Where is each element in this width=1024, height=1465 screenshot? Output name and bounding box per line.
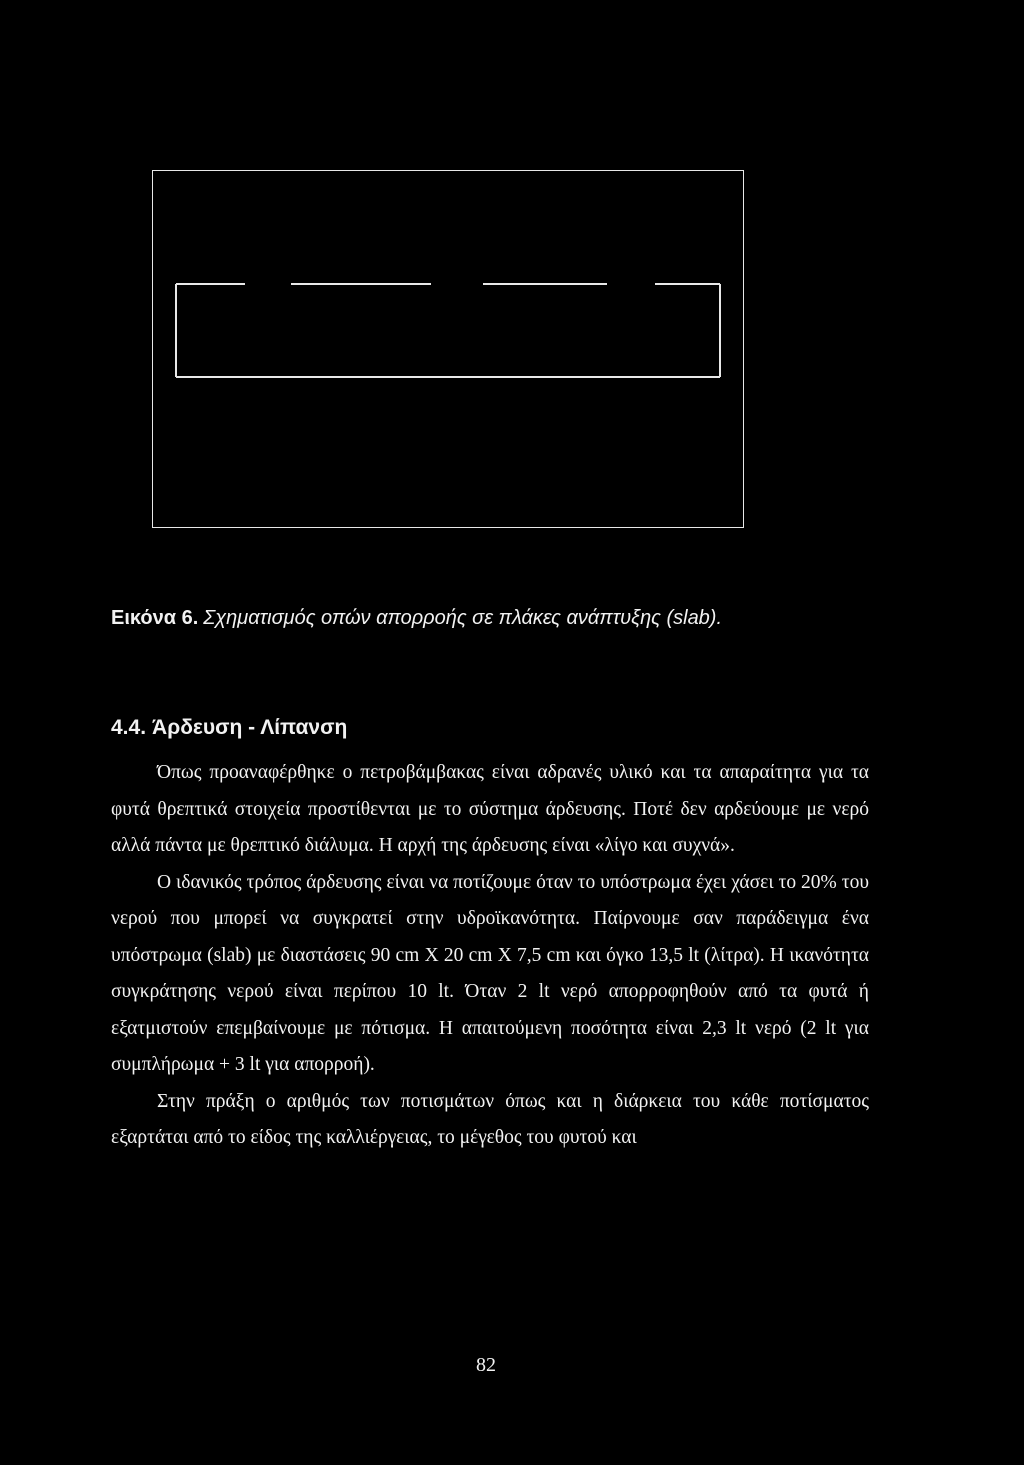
figure-caption: [111, 607, 722, 630]
slab-drawing: [175, 282, 721, 378]
section-heading: [111, 716, 347, 740]
paragraph: Όπως προαναφέρθηκε ο πετροβάμβακας είναι αδρανές υλικό και τα απαραίτητα για τα φυτά θρεπτικά στοιχεία προστίθενται με το σύστημα άρδευσης. Ποτέ δεν αρδεύουμε με νερό αλλά πάντα με θρεπτικό διάλυμα. Η αρχή της άρδευσης είναι «λίγο και συχνά».: [111, 762, 869, 856]
figure-label: Εικόνα 6.: [111, 607, 199, 629]
page-number: 82: [476, 1354, 496, 1376]
slab-outline-svg: [175, 282, 721, 378]
section-title: Άρδευση - Λίπανση: [152, 716, 348, 739]
figure-caption-text: Σχηματισμός οπών απορροής σε πλάκες ανάπτυξης (slab).: [203, 607, 723, 629]
section-number: 4.4.: [111, 716, 147, 739]
body-text: [111, 755, 869, 1157]
paragraph: Ο ιδανικός τρόπος άρδευσης είναι να ποτίζουμε όταν το υπόστρωμα έχει χάσει το 20% του νερού που μπορεί να συγκρατεί στην υδροϊκανότητα. Παίρνουμε σαν παράδειγμα ένα υπόστρωμα (slab) με διαστάσεις 90 cm X 20 cm X 7,5 cm και όγκο 13,5 lt (λίτρα). Η ικανότητα συγκράτησης νερού είναι περίπου 10 lt. Όταν 2 lt νερό απορροφηθούν από τα φυτά ή εξατμιστούν επεμβαίνουμε με πότισμα. Η απαιτούμενη ποσότητα είναι 2,3 lt νερό (2 lt για συμπλήρωμα + 3 lt για απορροή).: [111, 871, 869, 1075]
paragraph: Στην πράξη ο αριθμός των ποτισμάτων όπως και η διάρκεια του κάθε ποτίσματος εξαρτάται από το είδος της καλλιέργειας, το μέγεθος του φυτού και: [111, 1090, 869, 1148]
